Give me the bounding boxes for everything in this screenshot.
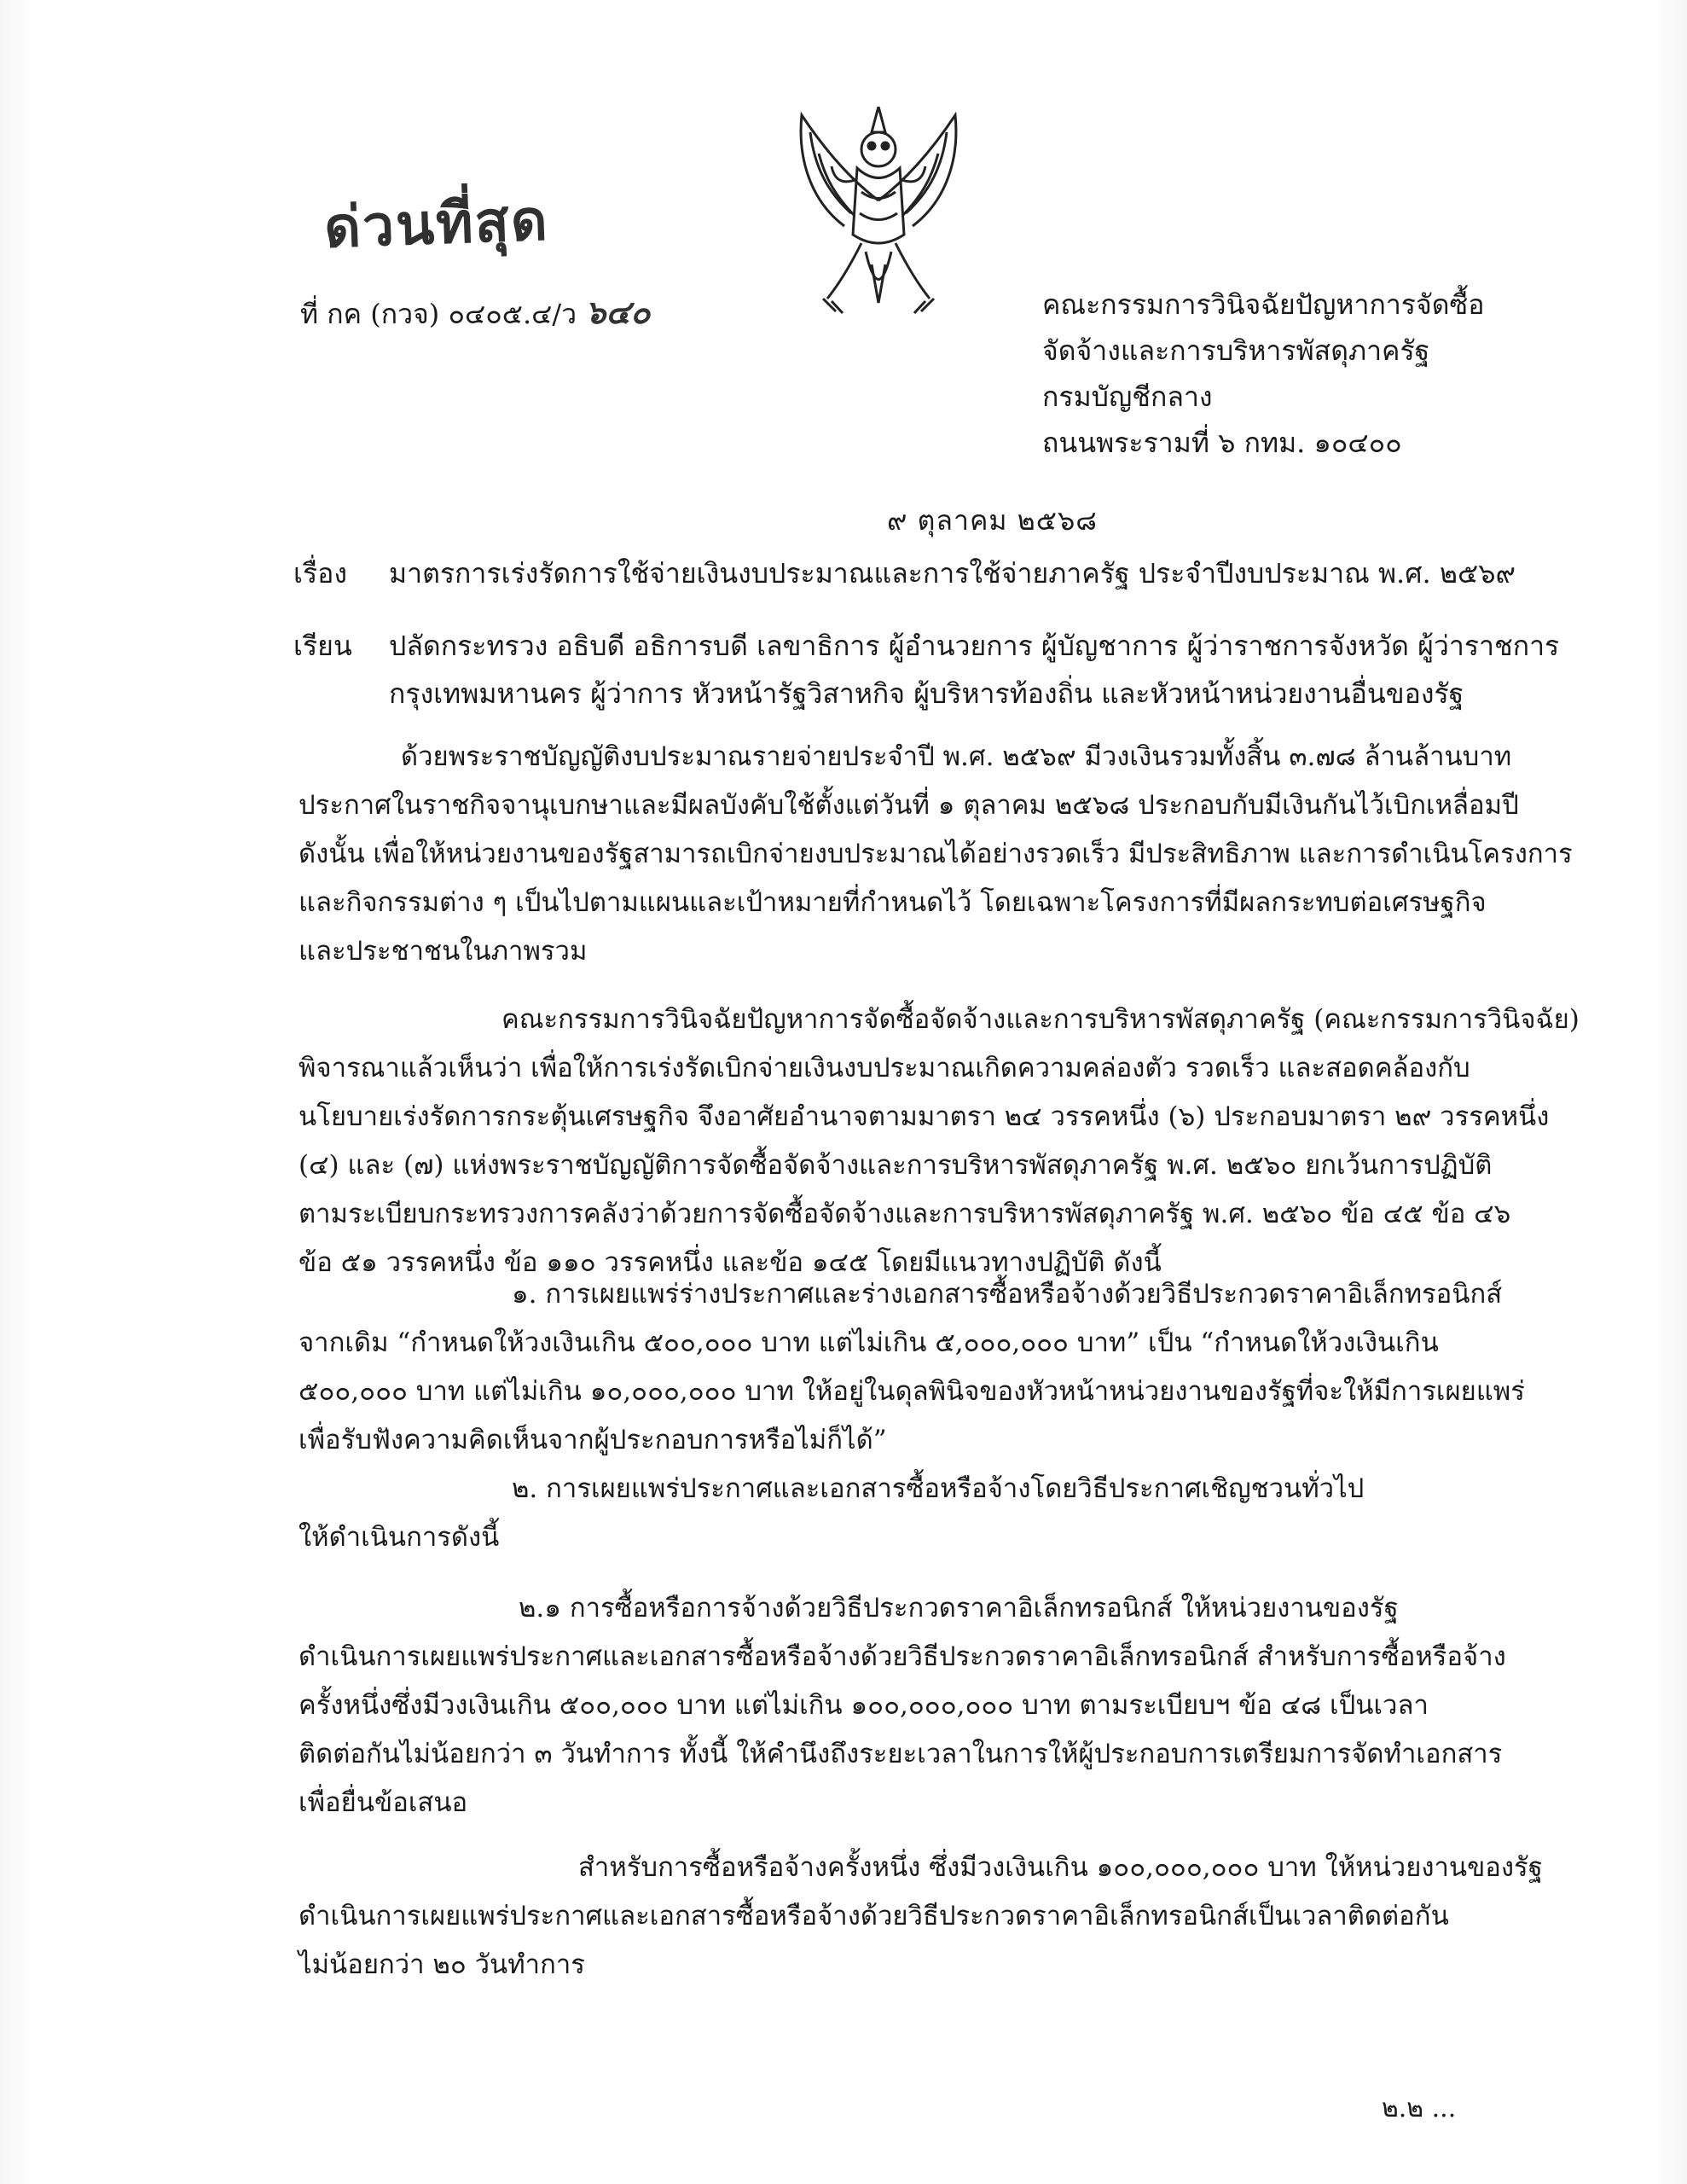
text-line: พิจารณาแล้วเห็นว่า เพื่อให้การเร่งรัดเบิกจ่ายเงินงบประมาณเกิดความคล่องตัว รวดเร็ว และสอดคล้องกับ xyxy=(299,1053,1470,1083)
text-line: ๒. การเผยแพร่ประกาศและเอกสารซื้อหรือจ้างโดยวิธีประกาศเชิญชวนทั่วไป xyxy=(512,1473,1365,1504)
text-line: และกิจกรรมต่าง ๆ เป็นไปตามแผนและเป้าหมายที่กำหนดไว้ โดยเฉพาะโครงการที่มีผลกระทบต่อเศรษฐกิจ xyxy=(299,887,1487,918)
continuation-marker: ๒.๒ ... xyxy=(1382,2094,1457,2123)
address-line: กรมบัญชีกลาง xyxy=(1042,380,1213,413)
text-line: ประกาศในราชกิจจานุเบกษาและมีผลบังคับใช้ตั้งแต่วันที่ ๑ ตุลาคม ๒๕๖๘ ประกอบกับมีเงินกันไว้เบิกเหลื่อมปี xyxy=(299,790,1519,821)
recipient-label: เรียน xyxy=(293,630,352,662)
sender-address xyxy=(1042,282,1484,466)
garuda-emblem-icon xyxy=(751,107,1006,320)
recipient-line: กรุงเทพมหานคร ผู้ว่าการ หัวหน้ารัฐวิสาหกิจ ผู้บริหารท้องถิ่น และหัวหน้าหน่วยงานอื่นของรัฐ xyxy=(389,677,1464,710)
text-line: (๔) และ (๗) แห่งพระราชบัญญัติการจัดซื้อจัดจ้างและการบริหารพัสดุภาครัฐ พ.ศ. ๒๕๖๐ ยกเว้นการปฏิบัติ xyxy=(299,1150,1493,1181)
text-line: และประชาชนในภาพรวม xyxy=(299,936,588,967)
scan-shadow-right xyxy=(1653,0,1687,2184)
text-line: ให้ดำเนินการดังนี้ xyxy=(299,1522,500,1553)
handwritten-number: ๖๔๐ xyxy=(585,293,651,331)
address-line: ถนนพระรามที่ ๖ กทม. ๑๐๔๐๐ xyxy=(1042,427,1402,459)
subject-text: มาตรการเร่งรัดการใช้จ่ายเงินงบประมาณและการใช้จ่ายภาครัฐ ประจำปีงบประมาณ พ.ศ. ๒๕๖๙ xyxy=(389,557,1516,590)
subject-label: เรื่อง xyxy=(293,557,347,590)
text-line: ๕๐๐,๐๐๐ บาท แต่ไม่เกิน ๑๐,๐๐๐,๐๐๐ บาท ให้อยู่ในดุลพินิจของหัวหน้าหน่วยงานของรัฐที่จะให้มีการเผยแพร่ xyxy=(299,1376,1525,1407)
recipient-line: ปลัดกระทรวง อธิบดี อธิการบดี เลขาธิการ ผู้อำนวยการ ผู้บัญชาการ ผู้ว่าราชการจังหวัด ผู้ว่าราชการ xyxy=(389,630,1560,662)
text-line: ครั้งหนึ่งซึ่งมีวงเงินเกิน ๕๐๐,๐๐๐ บาท แต่ไม่เกิน ๑๐๐,๐๐๐,๐๐๐ บาท ตามระเบียบฯ ข้อ ๔๘ เป็นเวลา xyxy=(299,1690,1429,1721)
text-line: ติดต่อกันไม่น้อยกว่า ๓ วันทำการ ทั้งนี้ ให้คำนึงถึงระยะเวลาในการให้ผู้ประกอบการเตรียมการจัดทำเอกสาร xyxy=(299,1739,1503,1769)
text-line: เพื่อยื่นข้อเสนอ xyxy=(299,1787,468,1818)
text-line: นโยบายเร่งรัดการกระตุ้นเศรษฐกิจ จึงอาศัยอำนาจตามมาตรา ๒๔ วรรคหนึ่ง (๖) ประกอบมาตรา ๒๙ วรรคหนึ่ง xyxy=(299,1101,1550,1132)
text-line: เพื่อรับฟังความคิดเห็นจากผู้ประกอบการหรือไม่ก็ได้” xyxy=(299,1425,887,1455)
document-number: ที่ กค (กวจ) ๐๔๐๕.๔/ว ๖๔๐ xyxy=(300,293,651,331)
document-date: ๙ ตุลาคม ๒๕๖๘ xyxy=(887,504,1098,537)
text-line: ไม่น้อยกว่า ๒๐ วันทำการ xyxy=(299,1949,585,1980)
text-line: ดำเนินการเผยแพร่ประกาศและเอกสารซื้อหรือจ้างด้วยวิธีประกวดราคาอิเล็กทรอนิกส์ สำหรับการซื้อหรือจ้าง xyxy=(299,1641,1506,1672)
text-line: ดังนั้น เพื่อให้หน่วยงานของรัฐสามารถเบิกจ่ายงบประมาณได้อย่างรวดเร็ว มีประสิทธิภาพ และการดำเนินโครงการ xyxy=(299,839,1573,869)
scan-shadow-left xyxy=(0,0,34,2184)
text-line: สำหรับการซื้อหรือจ้างครั้งหนึ่ง ซึ่งมีวงเงินเกิน ๑๐๐,๐๐๐,๐๐๐ บาท ให้หน่วยงานของรัฐ xyxy=(578,1852,1543,1883)
text-line: ข้อ ๕๑ วรรคหนึ่ง ข้อ ๑๑๐ วรรคหนึ่ง และข้อ ๑๔๕ โดยมีแนวทางปฏิบัติ ดังนี้ xyxy=(299,1247,1162,1278)
text-line: ดำเนินการเผยแพร่ประกาศและเอกสารซื้อหรือจ้างด้วยวิธีประกวดราคาอิเล็กทรอนิกส์เป็นเวลาติดต่อกัน xyxy=(299,1901,1449,1931)
text-line: ๒.๑ การซื้อหรือการจ้างด้วยวิธีประกวดราคาอิเล็กทรอนิกส์ ให้หน่วยงานของรัฐ xyxy=(519,1593,1399,1623)
urgent-stamp: ด่วนที่สุด xyxy=(322,186,550,261)
text-line: ๑. การเผยแพร่ร่างประกาศและร่างเอกสารซื้อหรือจ้างด้วยวิธีประกวดราคาอิเล็กทรอนิกส์ xyxy=(512,1279,1503,1310)
address-line: คณะกรรมการวินิจฉัยปัญหาการจัดซื้อ xyxy=(1042,288,1485,321)
text-line: ด้วยพระราชบัญญัติงบประมาณรายจ่ายประจำปี พ.ศ. ๒๕๖๙ มีวงเงินรวมทั้งสิ้น ๓.๗๘ ล้านล้านบาท xyxy=(401,741,1512,772)
text-line: ตามระเบียบกระทรวงการคลังว่าด้วยการจัดซื้อจัดจ้างและการบริหารพัสดุภาครัฐ พ.ศ. ๒๕๖๐ ข้อ ๔๕ ข้อ ๔๖ xyxy=(299,1199,1511,1229)
text-line: จากเดิม “กำหนดให้วงเงินเกิน ๕๐๐,๐๐๐ บาท แต่ไม่เกิน ๕,๐๐๐,๐๐๐ บาท” เป็น “กำหนดให้วงเงินเกิน xyxy=(299,1327,1439,1358)
address-line: จัดจ้างและการบริหารพัสดุภาครัฐ xyxy=(1042,334,1430,367)
text-line: คณะกรรมการวินิจฉัยปัญหาการจัดซื้อจัดจ้างและการบริหารพัสดุภาครัฐ (คณะกรรมการวินิจฉัย) xyxy=(501,1004,1580,1035)
